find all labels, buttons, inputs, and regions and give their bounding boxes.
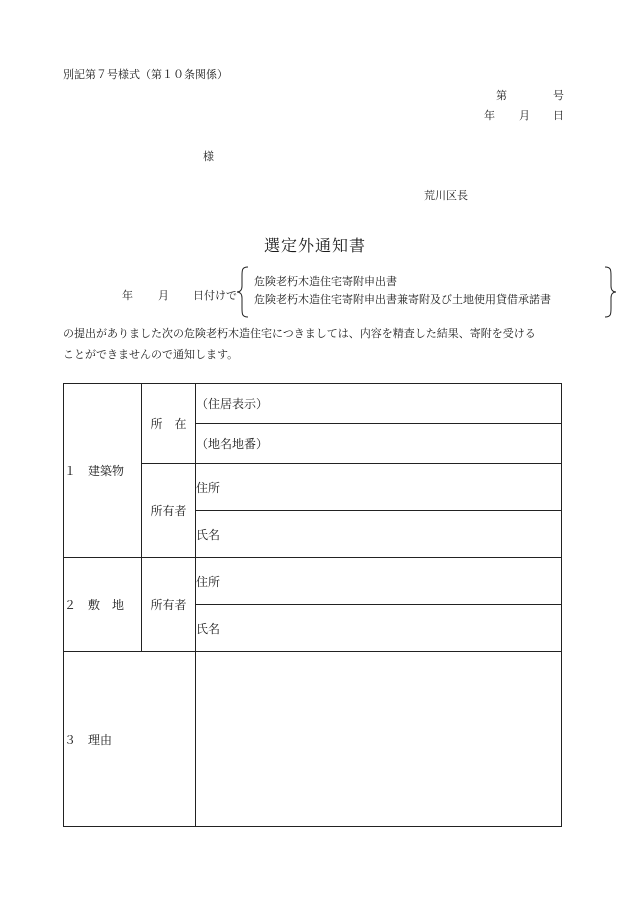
land-label: ２ 敷 地	[64, 558, 142, 652]
reference-month: 月	[158, 289, 169, 302]
reason-field[interactable]	[196, 652, 562, 827]
table-row	[64, 558, 562, 605]
sender-name: 荒川区長	[424, 189, 468, 202]
building-location-label: 所 在	[142, 384, 196, 464]
table-row	[64, 652, 562, 827]
body-line-1: の提出がありました次の危険老朽木造住宅につきましては、内容を精査した結果、寄附を受ける	[63, 327, 536, 340]
left-brace-icon	[236, 266, 250, 318]
body-line-2: ことができませんので通知します。	[63, 348, 239, 361]
right-brace-icon	[603, 266, 617, 318]
land-owner-label: 所有者	[142, 558, 196, 652]
form-label: 別記第７号様式（第１０条関係）	[63, 68, 228, 81]
building-owner-address-label: 住所	[196, 464, 562, 511]
number-prefix: 第	[496, 89, 507, 102]
land-owner-name-label: 氏名	[196, 605, 562, 652]
building-lot-number: （地名地番）	[196, 424, 562, 464]
date-day: 日	[553, 109, 564, 122]
date-month: 月	[519, 109, 530, 122]
land-owner-address-label: 住所	[196, 558, 562, 605]
document-title: 選定外通知書	[263, 236, 366, 255]
reference-option-2: 危険老朽木造住宅寄附申出書兼寄附及び土地使用貸借承諾書	[254, 293, 551, 306]
addressee-suffix: 様	[203, 150, 214, 163]
reference-day-suffix: 日付けで	[193, 289, 237, 302]
building-owner-label: 所有者	[142, 464, 196, 558]
building-label: １ 建築物	[64, 384, 142, 558]
date-year: 年	[484, 109, 495, 122]
reference-option-1: 危険老朽木造住宅寄附申出書	[254, 275, 397, 288]
building-owner-name-label: 氏名	[196, 511, 562, 558]
reason-label: ３ 理由	[64, 652, 196, 827]
reference-year: 年	[122, 289, 133, 302]
table-row	[64, 384, 562, 424]
number-suffix: 号	[553, 89, 564, 102]
building-residence-display: （住居表示）	[196, 384, 562, 424]
details-table	[63, 383, 562, 827]
